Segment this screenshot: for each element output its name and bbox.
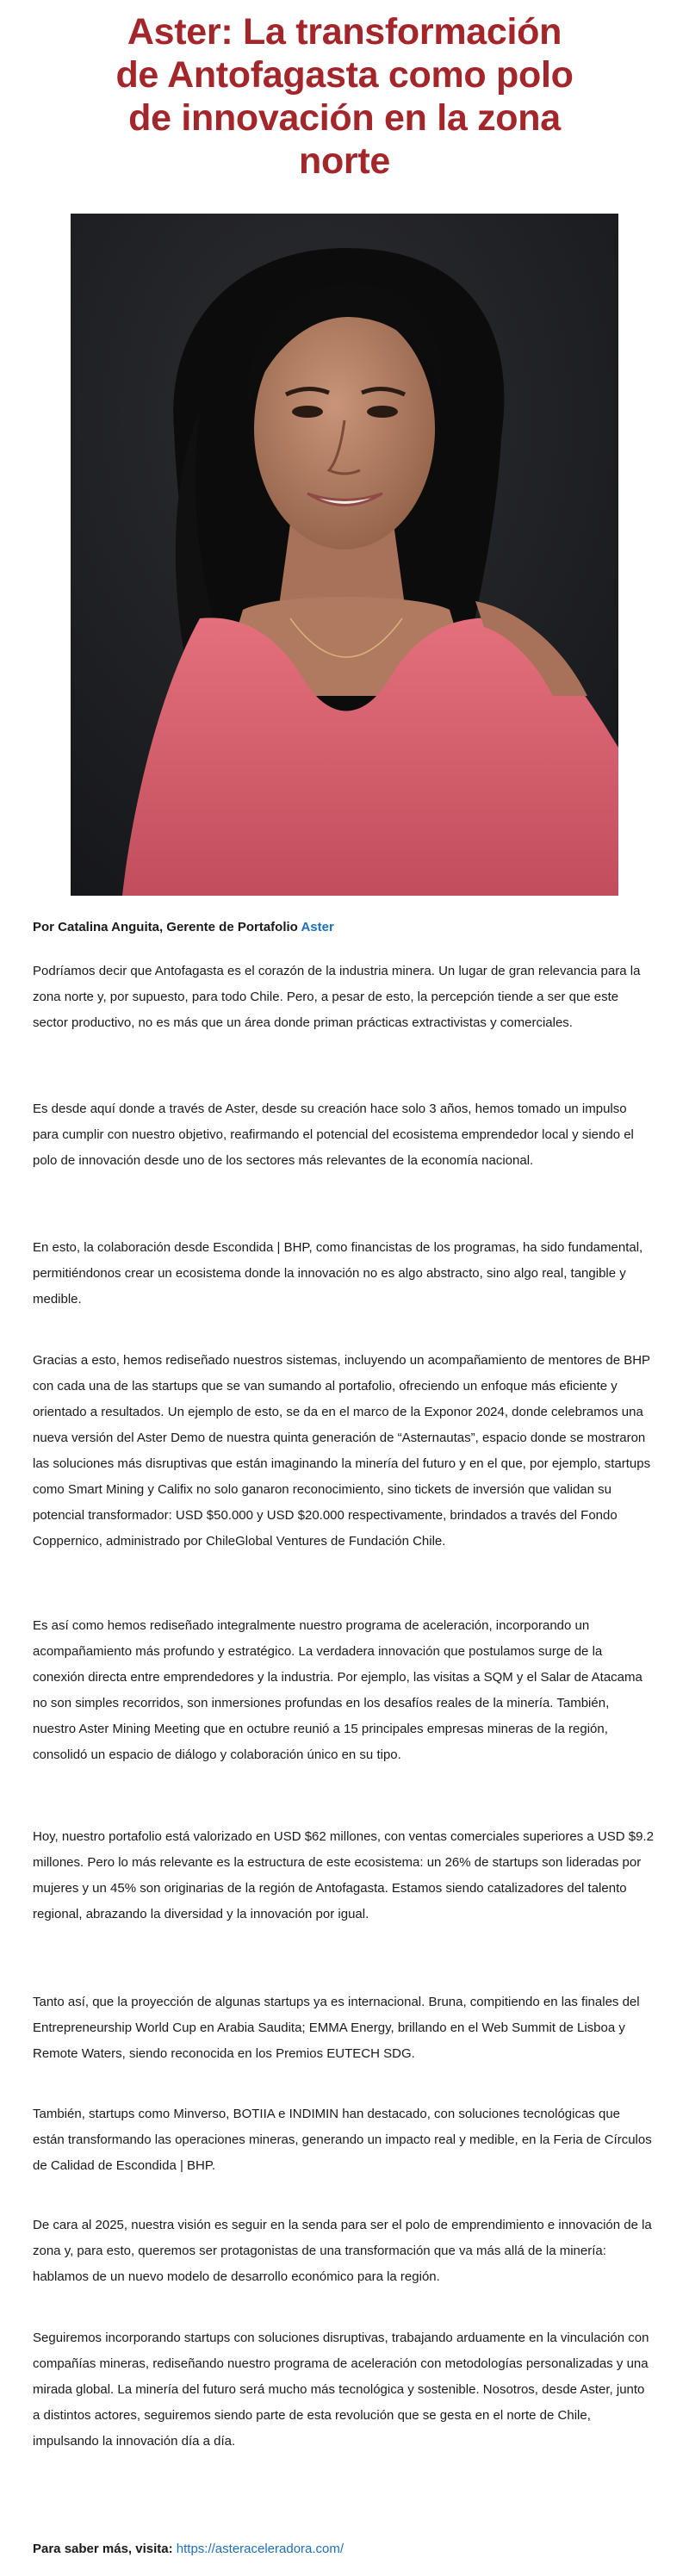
- article-paragraph: Es así como hemos rediseñado integralmente nuestro programa de aceleración, incorporando un acompañamiento más profundo y estratégico. La verdadera innovación que postulamos surge de la conexión directa entre emprendedores y la industria. Por ejemplo, las visitas a SQM y el Salar de Atacama no son simples recorridos, son inmersiones profundas en los desafíos reales de la minería. También, nuestro Aster Mining Meeting que en octubre reunió a 15 principales empresas mineras de la región, consolidó un espacio de diálogo y colaboración único en su tipo.: [33, 1618, 642, 1762]
- byline: [33, 916, 334, 939]
- article-paragraph: En esto, la colaboración desde Escondida | BHP, como financistas de los programas, ha sido fundamental, permitiéndonos crear un ecosistema donde la innovación no es algo abstracto, sino algo real, tangible y medible.: [33, 1240, 643, 1307]
- aster-website-link[interactable]: https://asteraceleradora.com/: [176, 2542, 344, 2556]
- title-line: de Antofagasta como polo: [115, 54, 574, 96]
- article-paragraph: Es desde aquí donde a través de Aster, desde su creación hace solo 3 años, hemos tomado un impulso para cumplir con nuestro objetivo, reafirmando el potencial del ecosistema emprendedor local y siendo el polo de innovación desde uno de los sectores más relevantes de la economía nacional.: [33, 1102, 634, 1168]
- article-title: [0, 0, 689, 183]
- title-line: de innovación en la zona: [128, 97, 561, 139]
- article-paragraph: De cara al 2025, nuestra visión es seguir en la senda para ser el polo de emprendimiento e innovación de la zona y, para esto, queremos ser protagonistas de una transformación que va más allá de la minería: hablamos de un nuevo modelo de desarrollo económico para la región.: [33, 2218, 652, 2284]
- article-paragraph: Tanto así, que la proyección de algunas startups ya es internacional. Bruna, compitiendo en las finales del Entrepreneurship World Cup en Arabia Saudita; EMMA Energy, brillando en el Web Summit de Lisboa y Remote Waters, siendo reconocida en los Premios EUTECH SDG.: [33, 1995, 640, 2061]
- article-paragraph: También, startups como Minverso, BOTIIA e INDIMIN han destacado, con soluciones tecnológicas que están transformando las operaciones mineras, generando un impacto real y medible, en la Feria de Círculos de Calidad de Escondida | BHP.: [33, 2107, 652, 2173]
- title-line: norte: [298, 140, 390, 182]
- title-line: Aster: La transformación: [127, 11, 562, 53]
- article-paragraph: Podríamos decir que Antofagasta es el corazón de la industria minera. Un lugar de gran relevancia para la zona norte y, por supuesto, para todo Chile. Pero, a pesar de esto, la percepción tiende a ser que este sector productivo, no es más que un área donde priman prácticas extractivistas y comerciales.: [33, 964, 641, 1030]
- article-paragraph: Gracias a esto, hemos rediseñado nuestros sistemas, incluyendo un acompañamiento de mentores de BHP con cada una de las startups que se van sumando al portafolio, ofreciendo un enfoque más eficiente y orientado a resultados. Un ejemplo de esto, se da en el marco de la Exponor 2024, donde celebramos una nueva versión del Aster Demo de nuestra quinta generación de “Asternautas”, espacio donde se mostraron las soluciones más disruptivas que están imaginando la minería del futuro y en el que, por ejemplo, startups como Smart Mining y Califix no solo ganaron reconocimiento, sino tickets de inversión que validan su potencial transformador: USD $50.000 y USD $20.000 respectivamente, brindados a través del Fondo Coppernico, administrado por ChileGlobal Ventures de Fundación Chile.: [33, 1353, 651, 1549]
- byline-text: Por Catalina Anguita, Gerente de Portafolio: [33, 920, 298, 934]
- article-paragraph: Hoy, nuestro portafolio está valorizado en USD $62 millones, con ventas comerciales superiores a USD $9.2 millones. Pero lo más relevante es la estructura de este ecosistema: un 26% de startups son lideradas por mujeres y un 45% son originarias de la región de Antofagasta. Estamos siendo catalizadores del talento regional, abrazando la diversidad y la innovación por igual.: [33, 1829, 654, 1921]
- article-paragraph: Seguiremos incorporando startups con soluciones disruptivas, trabajando arduamente en la vinculación con compañías mineras, rediseñando nuestro programa de aceleración con metodologías personalizadas y una mirada global. La minería del futuro será mucho más tecnológica y sostenible. Nosotros, desde Aster, junto a distintos actores, seguiremos siendo parte de esta revolución que se gesta en el norte de Chile, impulsando la innovación día a día.: [33, 2331, 649, 2449]
- byline-aster-link[interactable]: Aster: [301, 920, 334, 934]
- author-photo: [71, 214, 618, 896]
- more-info: [33, 2537, 344, 2560]
- more-info-label: Para saber más, visita:: [33, 2542, 173, 2556]
